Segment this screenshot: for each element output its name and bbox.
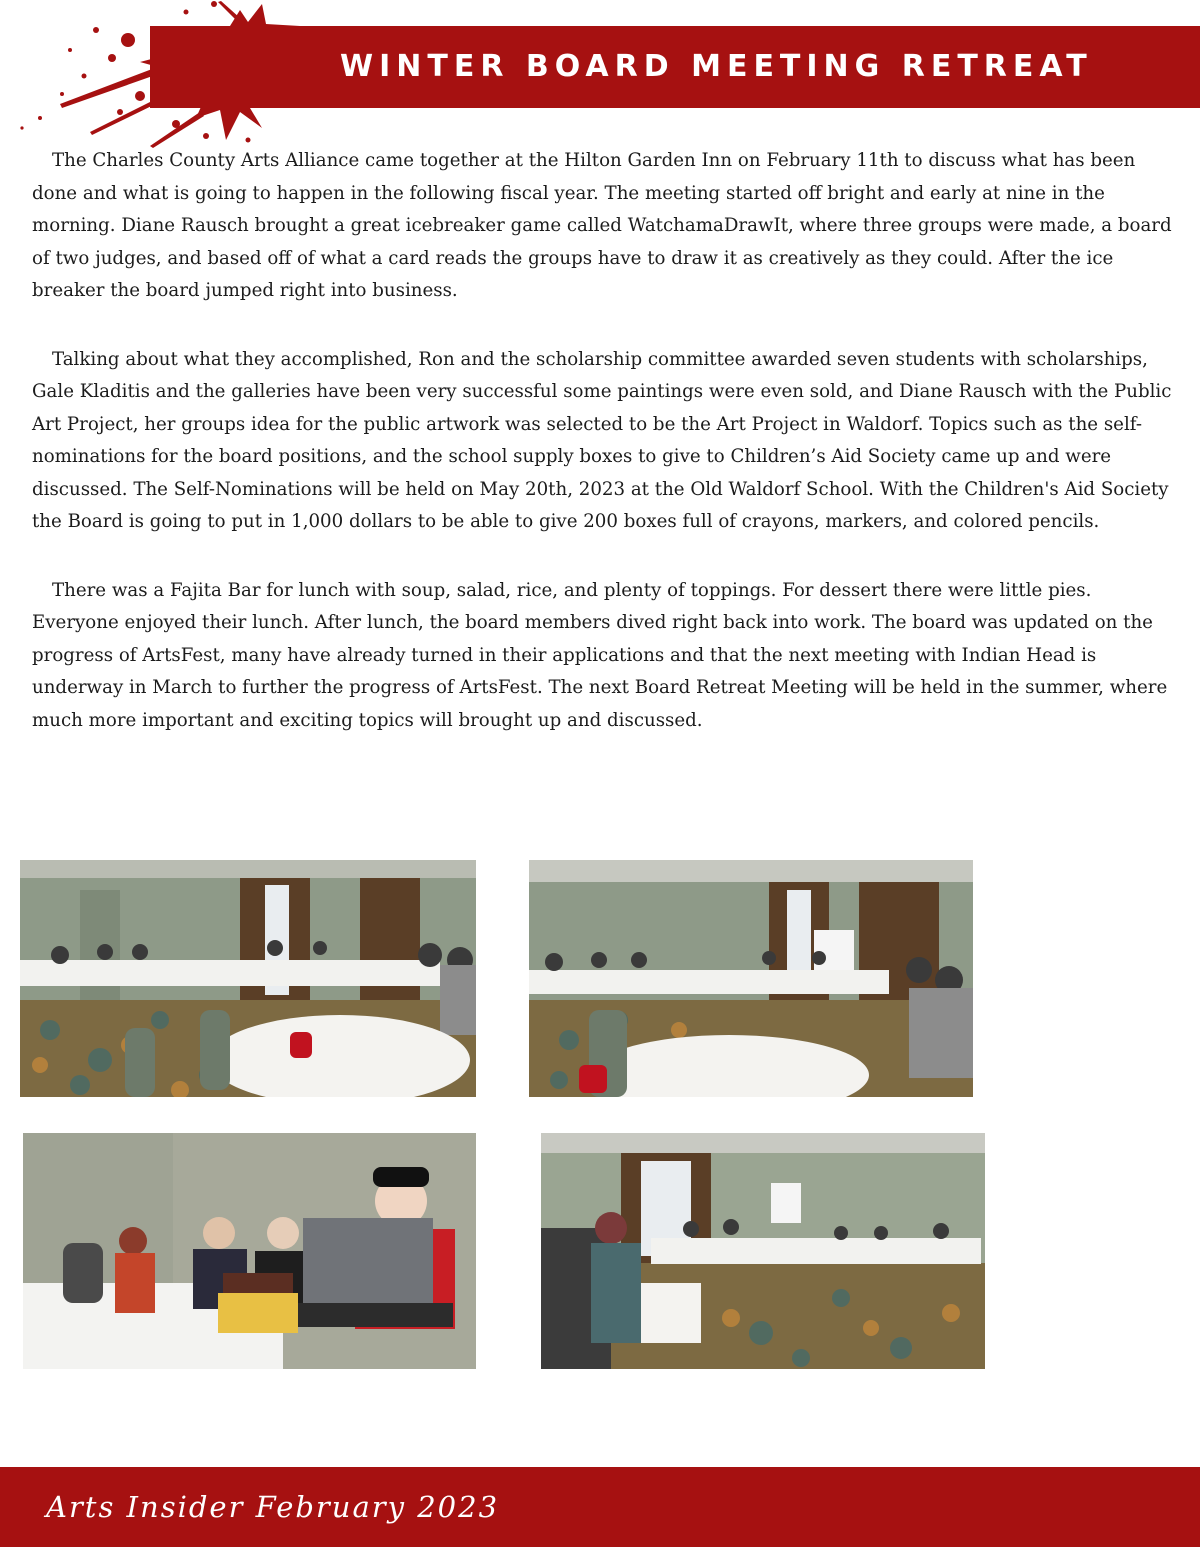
meeting-photo-2 bbox=[529, 860, 973, 1097]
page-title: WINTER BOARD MEETING RETREAT bbox=[340, 49, 1093, 84]
article-paragraph: Talking about what they accomplished, Ron and the scholarship committee awarded seven students with scholarships, Gale Kladitis and the galleries have been very successful some paintings were even sold, and Diane Rausch with the Public Art Project, her groups idea for the public artwork was selected to be the Art Project in Waldorf. Topics such as the self-nominations for the board positions, and the school supply boxes to give to Children’s Aid Society came up and were discussed. The Self-Nominations will be held on May 20th, 2023 at the Old Waldorf School. With the Children's Aid Society the Board is going to put in 1,000 dollars to be able to give 200 boxes full of crayons, markers, and colored pencils. bbox=[32, 348, 1172, 532]
article-body bbox=[32, 145, 1172, 773]
meeting-photo-3 bbox=[23, 1133, 476, 1369]
footer-issue-label: Arts Insider February 2023 bbox=[46, 1490, 500, 1524]
article-paragraph: There was a Fajita Bar for lunch with soup, salad, rice, and plenty of toppings. For dessert there were little pies. Everyone enjoyed their lunch. After lunch, the board members dived right back into work. The board was updated on the progress of ArtsFest, many have already turned in their applications and that the next meeting with Indian Head is underway in March to further the progress of ArtsFest. The next Board Retreat Meeting will be held in the summer, where much more important and exciting topics will brought up and discussed. bbox=[32, 579, 1168, 731]
meeting-photo-1 bbox=[20, 860, 476, 1097]
meeting-photo-4 bbox=[541, 1133, 985, 1369]
article-paragraph: The Charles County Arts Alliance came together at the Hilton Garden Inn on February 11th to discuss what has been done and what is going to happen in the following fiscal year. The meeting started off bright and early at nine in the morning. Diane Rausch brought a great icebreaker game called WatchamaDrawIt, where three groups were made, a board of two judges, and based off of what a card reads the groups have to draw it as creatively as they could. After the ice breaker the board jumped right into business. bbox=[32, 150, 1172, 301]
